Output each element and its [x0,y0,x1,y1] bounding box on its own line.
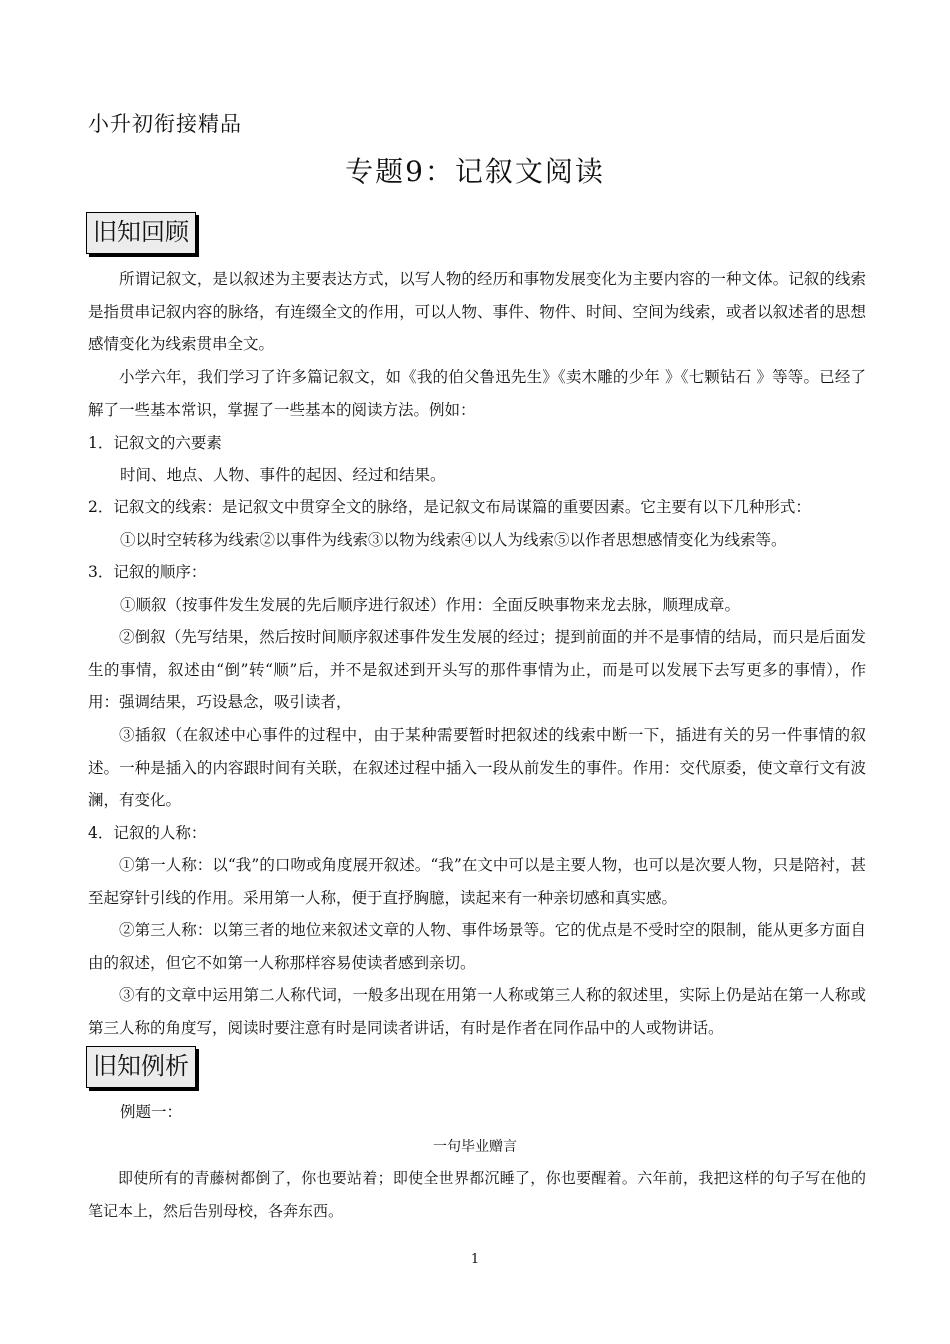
list-item-body-2: ①以时空转移为线索②以事件为线索③以物为线索④以人为线索⑤以作者思想感情变化为线索等。 [120,531,787,549]
examples-paragraph: 小学六年，我们学习了许多篇记叙文，如《我的伯父鲁迅先生》《卖木雕的少年 》《七颗钻石 》等等。已经了解了一些基本常识，掌握了一些基本的阅读方法。例如： [88,368,866,419]
series-label: 小升初衔接精品 [88,112,242,136]
section-heading-review: 旧知回顾 [86,212,196,254]
example-label: 例题一： [120,1103,183,1121]
list-item-body-4a: ①第一人称：以“我”的口吻或角度展开叙述。“我”在文中可以是主要人物，也可以是次要人物，只是陪衬，甚至起穿针引线的作用。采用第一人称，便于直抒胸臆，读起来有一种亲切感和真实感。 [88,856,866,907]
list-item-body-3b: ②倒叙（先写结果，然后按时间顺序叙述事件发生发展的经过；提到前面的并不是事情的结局，而只是后面发生的事情，叙述由“倒”转“顺”后，并不是叙述到开头写的那件事情为止，而是可以发展下去写更多的事情），作用：强调结果，巧设悬念，吸引读者， [88,628,866,711]
list-item-title-2: 2．记叙文的线索：是记叙文中贯穿全文的脉络，是记叙文布局谋篇的重要因素。它主要有以下几种形式： [88,498,811,516]
list-item-body-3a: ①顺叙（按事件发生发展的先后顺序进行叙述）作用：全面反映事物来龙去脉，顺理成章。 [120,596,741,614]
list-item-body-4b: ②第三人称：以第三者的地位来叙述文章的人物、事件场景等。它的优点是不受时空的限制，能从更多方面自由的叙述，但它不如第一人称那样容易使读者感到亲切。 [88,921,866,972]
list-item-title-1: 1．记叙文的六要素 [88,434,222,452]
article-title: 一句毕业赠言 [433,1139,517,1155]
article-paragraph: 即使所有的青藤树都倒了，你也要站着；即使全世界都沉睡了，你也要醒着。六年前，我把这样的句子写在他的笔记本上，然后告别母校，各奔东西。 [88,1169,866,1220]
page-number: 1 [470,1252,480,1267]
list-item-body-3c: ③插叙（在叙述中心事件的过程中，由于某种需要暂时把叙述的线索中断一下，插进有关的另一件事情的叙述。一种是插入的内容跟时间有关联，在叙述过程中插入一段从前发生的事件。作用：交代原委，使文章行文有波澜，有变化。 [88,726,866,809]
list-item-title-3: 3．记叙的顺序： [88,563,207,581]
list-item-title-4: 4．记叙的人称： [88,824,207,842]
list-item-body-4c: ③有的文章中运用第二人称代词，一般多出现在用第一人称或第三人称的叙述里，实际上仍是站在第一人称或第三人称的角度写，阅读时要注意有时是同读者讲话，有时是作者在同作品中的人或物讲话。 [88,986,866,1037]
intro-paragraph: 所谓记叙文，是以叙述为主要表达方式，以写人物的经历和事物发展变化为主要内容的一种文体。记叙的线索是指贯串记叙内容的脉络，有连缀全文的作用，可以人物、事件、物件、时间、空间为线索，或者以叙述者的思想感情变化为线索贯串全文。 [88,270,866,353]
page-title: 专题9：记叙文阅读 [345,155,605,188]
list-item-body-1: 时间、地点、人物、事件的起因、经过和结果。 [120,466,446,484]
section-heading-examples: 旧知例析 [86,1046,196,1088]
